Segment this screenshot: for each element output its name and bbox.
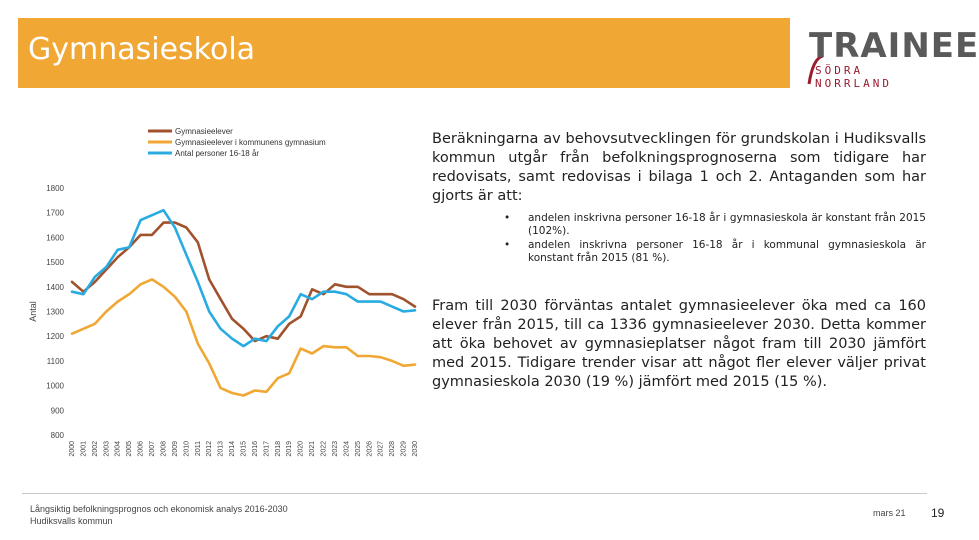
y-tick-label: 1500 (46, 258, 64, 268)
x-tick-label: 2026 (366, 441, 374, 457)
assumption-list (504, 212, 926, 266)
x-tick-label: 2005 (126, 441, 134, 457)
y-tick-label: 1100 (46, 356, 64, 366)
y-tick-label: 1000 (46, 381, 64, 391)
x-tick-label: 2011 (194, 441, 202, 457)
x-tick-label: 2028 (389, 441, 397, 457)
paragraph-assumptions: Beräkningarna av behovsutvecklingen för grundskolan i Hudiksvalls kommun utgår från befolkningsprognoserna som tidigare har redovisats, samt redovisas i bilaga 1 och 2. Antaganden som har gjorts är att: (432, 131, 926, 204)
x-tick-label: 2021 (309, 441, 317, 457)
x-tick-label: 2017 (263, 441, 271, 457)
assumption-item: • andelen inskrivna personer 16-18 år i kommunal gymnasieskola är konstant från 2015 (81 %). (504, 239, 926, 265)
series-line (72, 210, 415, 346)
y-tick-label: 800 (50, 431, 64, 440)
x-tick-label: 2018 (274, 441, 282, 457)
page-number: 19 (931, 506, 945, 520)
y-axis-label: Antal (28, 301, 38, 322)
logo-sub-text: SÖDRA NORRLAND (815, 64, 892, 90)
y-tick-label: 1400 (46, 282, 64, 292)
logo-main-text: TRAINEE (809, 26, 979, 66)
y-tick-label: 1800 (46, 184, 64, 193)
y-tick-label: 1300 (46, 307, 64, 317)
y-tick-label: 1200 (46, 332, 64, 342)
x-tick-label: 2027 (377, 441, 385, 457)
legend-label: Antal personer 16-18 år (175, 149, 260, 158)
x-tick-label: 2006 (137, 441, 145, 457)
series-line (72, 279, 415, 395)
y-axis (46, 184, 64, 440)
title-banner (18, 18, 790, 88)
x-tick-label: 2013 (217, 441, 225, 457)
chart-legend (148, 127, 326, 158)
series-line (72, 223, 415, 342)
source-line-1: Långsiktig befolkningsprognos och ekonomisk analys 2016-2030 (30, 504, 288, 514)
x-tick-label: 2020 (297, 441, 305, 457)
paragraph-forecast: Fram till 2030 förväntas antalet gymnasieelever öka med ca 160 elever från 2015, till ca 1336 gymnasieelever 2030. Detta kommer att öka behovet av gymnasieplatser något fram till 2030 jämfört med 2015. Tidigare trender visar att något fler elever väljer privat gymnasieskola 2030 (19 %) jämfört med 2015 (15 %). (432, 298, 926, 390)
chart-series (72, 210, 415, 395)
x-tick-label: 2010 (183, 441, 191, 457)
legend-label: Gymnasieelever (175, 127, 233, 136)
x-tick-label: 2025 (354, 441, 362, 457)
footer-divider (22, 493, 927, 494)
x-tick-label: 2012 (206, 441, 214, 457)
slide-date: mars 21 (873, 508, 906, 518)
x-tick-label: 2000 (69, 441, 76, 457)
x-tick-label: 2024 (343, 441, 351, 457)
trainee-logo (805, 22, 979, 92)
source-line-2: Hudiksvalls kommun (30, 516, 113, 526)
x-tick-label: 2015 (240, 441, 248, 457)
x-tick-label: 2001 (80, 441, 88, 457)
x-tick-label: 2007 (149, 441, 157, 457)
x-tick-label: 2004 (114, 441, 122, 457)
line-chart (20, 118, 430, 478)
x-axis (69, 441, 419, 457)
y-tick-label: 1600 (46, 233, 64, 243)
x-tick-label: 2014 (229, 441, 237, 457)
y-tick-label: 900 (50, 406, 64, 416)
y-tick-label: 1700 (46, 208, 64, 218)
x-tick-label: 2029 (400, 441, 408, 457)
x-tick-label: 2030 (412, 441, 419, 457)
x-tick-label: 2002 (91, 441, 99, 457)
x-tick-label: 2022 (320, 441, 328, 457)
source-note (30, 503, 288, 527)
page-title: Gymnasieskola (28, 32, 256, 67)
assumption-item: • andelen inskrivna personer 16-18 år i gymnasieskola är konstant från 2015 (102%). (504, 212, 926, 238)
legend-label: Gymnasieelever i kommunens gymnasium (175, 138, 326, 147)
x-tick-label: 2003 (103, 441, 111, 457)
x-tick-label: 2019 (286, 441, 294, 457)
x-tick-label: 2008 (160, 441, 168, 457)
x-tick-label: 2016 (251, 441, 259, 457)
x-tick-label: 2023 (331, 441, 339, 457)
x-tick-label: 2009 (171, 441, 179, 457)
